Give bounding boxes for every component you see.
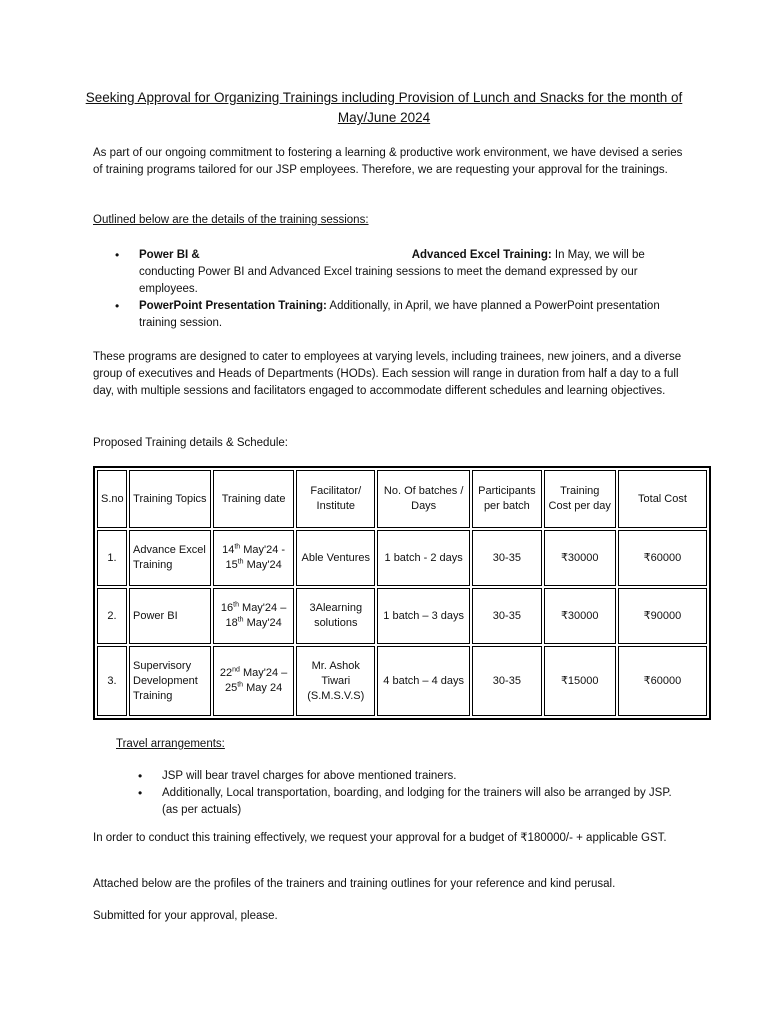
session-bold: PowerPoint Presentation Training: — [139, 300, 327, 312]
travel-list — [162, 768, 672, 819]
table-row — [97, 588, 707, 644]
date-cell: 14th May'24 - 15th May'24 — [213, 530, 295, 586]
session-item — [139, 298, 679, 332]
participants-cell: 30-35 — [472, 530, 541, 586]
intro-paragraph: As part of our ongoing commitment to fostering a learning & productive work environment, we have devised a series of training programs tailored for our JSP employees. Therefore, we are requesting your approval for the trainings. — [93, 147, 683, 176]
topic-cell: Power BI — [129, 588, 211, 644]
header-cell: Training Topics — [129, 470, 211, 528]
batches-cell: 1 batch – 3 days — [377, 588, 470, 644]
schedule-heading: Proposed Training details & Schedule: — [93, 437, 288, 449]
cost-per-day-cell: ₹30000 — [544, 530, 616, 586]
participants-cell: 30-35 — [472, 588, 541, 644]
total-cost-cell: ₹60000 — [618, 646, 707, 716]
travel-item: • Additionally, Local transportation, boarding, and lodging for the trainers will also be arranged by JSP. (as per actuals) — [162, 785, 672, 819]
sno-cell: 2. — [97, 588, 127, 644]
session-bold-b: Advanced Excel Training: — [411, 249, 552, 261]
session-bold-a: Power BI & — [139, 249, 200, 261]
table-row — [97, 646, 707, 716]
session-text: Additionally, in April, we have planned a PowerPoint presentation training session. — [139, 300, 660, 329]
document-title: Seeking Approval for Organizing Trainings including Provision of Lunch and Snacks for the month of May/June 2024 — [85, 90, 683, 125]
programs-paragraph: These programs are designed to cater to employees at varying levels, including trainees, new joiners, and a diverse group of executives and Heads of Departments (HODs). Each session will range in duration from half a day to a full day, with multiple sessions and facilitators engaged to accommodate different schedules and learning objectives. — [93, 351, 682, 397]
table-row — [97, 530, 707, 586]
session-text: In May, we will be conducting Power BI and Advanced Excel training sessions to meet the demand expressed by our employees. — [139, 249, 645, 295]
total-cost-cell: ₹90000 — [618, 588, 707, 644]
batches-cell: 1 batch - 2 days — [377, 530, 470, 586]
facilitator-cell: 3Alearning solutions — [296, 588, 375, 644]
header-cell: Participants per batch — [472, 470, 541, 528]
training-schedule-table — [93, 466, 711, 720]
header-cell: Training date — [213, 470, 295, 528]
facilitator-cell: Able Ventures — [296, 530, 375, 586]
participants-cell: 30-35 — [472, 646, 541, 716]
header-cell: Facilitator/ Institute — [296, 470, 375, 528]
header-cell: Total Cost — [618, 470, 707, 528]
topic-cell: Advance Excel Training — [129, 530, 211, 586]
cost-per-day-cell: ₹30000 — [544, 588, 616, 644]
sno-cell: 3. — [97, 646, 127, 716]
topic-cell: Supervisory Development Training — [129, 646, 211, 716]
travel-item: • JSP will bear travel charges for above mentioned trainers. — [162, 768, 672, 785]
outline-heading: Outlined below are the details of the training sessions: — [93, 214, 369, 226]
date-cell: 16th May'24 – 18th May'24 — [213, 588, 295, 644]
sessions-list — [139, 247, 679, 332]
header-cell: Training Cost per day — [544, 470, 616, 528]
total-cost-cell: ₹60000 — [618, 530, 707, 586]
batches-cell: 4 batch – 4 days — [377, 646, 470, 716]
session-item — [139, 247, 679, 298]
submitted-paragraph: Submitted for your approval, please. — [93, 910, 278, 922]
table-header-row — [97, 470, 707, 528]
facilitator-cell: Mr. Ashok Tiwari (S.M.S.V.S) — [296, 646, 375, 716]
header-cell: No. Of batches / Days — [377, 470, 470, 528]
date-cell: 22nd May'24 – 25th May 24 — [213, 646, 295, 716]
attached-paragraph: Attached below are the profiles of the trainers and training outlines for your reference and kind perusal. — [93, 878, 616, 890]
sno-cell: 1. — [97, 530, 127, 586]
cost-per-day-cell: ₹15000 — [544, 646, 616, 716]
travel-heading: Travel arrangements: — [116, 738, 225, 750]
budget-paragraph: In order to conduct this training effectively, we request your approval for a budget of ₹180000/- + applicable GST. — [93, 832, 667, 844]
header-cell: S.no — [97, 470, 127, 528]
